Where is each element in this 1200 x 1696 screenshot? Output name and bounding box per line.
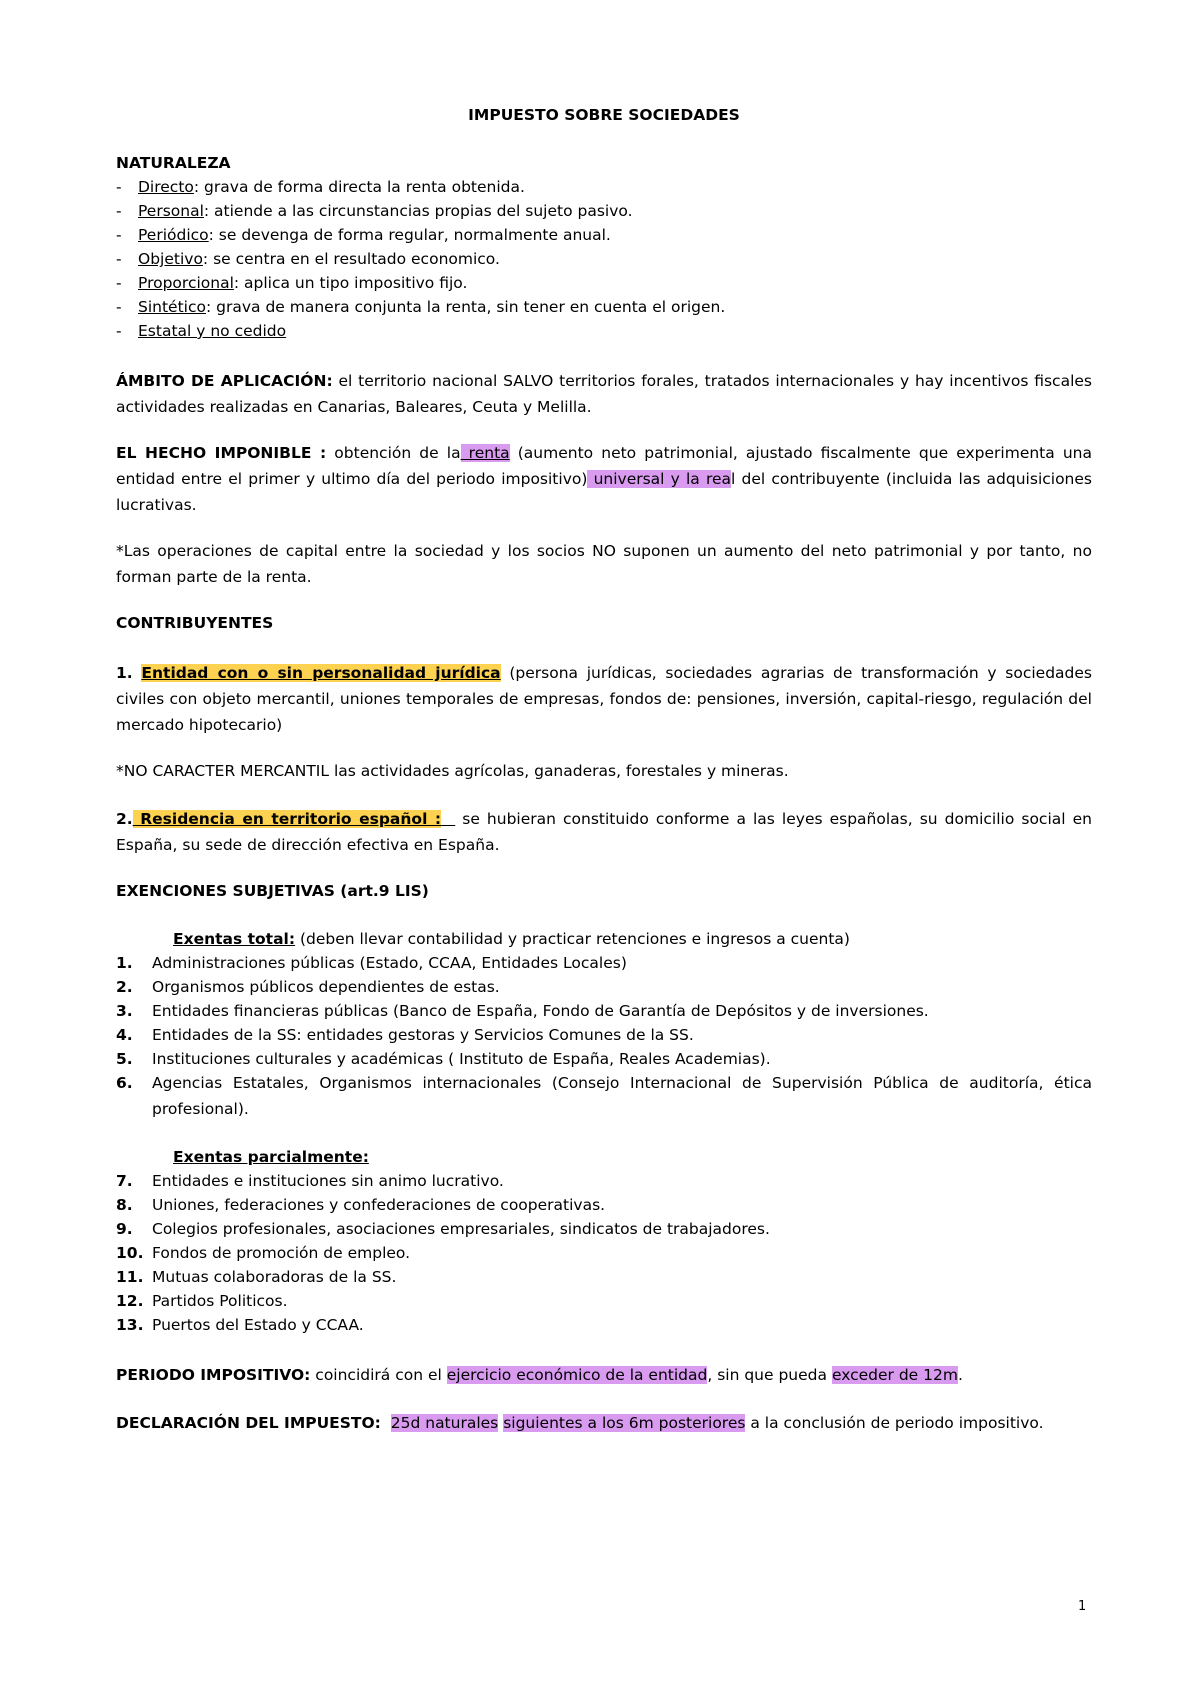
list-item (116, 950, 1092, 976)
list-item (116, 1240, 1092, 1266)
contribuyente-2 (116, 806, 1092, 858)
item-text: : se centra en el resultado economico. (202, 250, 500, 268)
naturaleza-item (116, 174, 1092, 200)
list-number: 1. (116, 954, 133, 972)
contribuyente-text: (persona jurídicas, sociedades agrarias de transformación y sociedades civiles con objeto mercantil, uniones temporales de empresas, fondos de: pensiones, inversión, capital-riesgo, regulación del mercado hipotecario) (116, 664, 1092, 734)
hecho-text: (aumento neto patrimonial, ajustado fiscalmente que experimenta una entidad entre el primer y ultimo día del periodo impositivo) (116, 444, 1092, 488)
highlight-siguientes: siguientes a los 6m posteriores (503, 1414, 746, 1432)
list-item (116, 1312, 1092, 1338)
bullet-dash: - (116, 274, 122, 292)
list-text: Uniones, federaciones y confederaciones de cooperativas. (152, 1196, 606, 1214)
contribuyentes-heading: CONTRIBUYENTES (116, 614, 274, 632)
list-number: 12. (116, 1292, 144, 1310)
item-term: Directo (138, 178, 194, 196)
item-text: : atiende a las circunstancias propias del sujeto pasivo. (203, 202, 633, 220)
list-number: 3. (116, 1002, 133, 1020)
periodo-text: , sin que pueda (707, 1366, 832, 1384)
bullet-dash: - (116, 202, 122, 220)
list-text: Puertos del Estado y CCAA. (152, 1316, 364, 1334)
hecho-text: l del contribuyente (incluida las adquisiciones lucrativas. (116, 470, 1092, 514)
list-number: 5. (116, 1050, 133, 1068)
list-item (116, 1216, 1092, 1242)
bullet-dash: - (116, 322, 122, 340)
exentas-parcial-label: Exentas parcialmente: (173, 1148, 369, 1166)
list-number: 7. (116, 1172, 133, 1190)
list-item (116, 1022, 1092, 1048)
periodo-text: coincidirá con el (310, 1366, 447, 1384)
hecho-text: obtención de la (326, 444, 461, 462)
list-item (116, 1070, 1092, 1122)
exenciones-heading: EXENCIONES SUBJETIVAS (art.9 LIS) (116, 882, 429, 900)
bullet-dash: - (116, 250, 122, 268)
list-item (116, 998, 1092, 1024)
periodo-text: . (957, 1366, 963, 1384)
periodo-paragraph (116, 1362, 1092, 1388)
list-text: Administraciones públicas (Estado, CCAA, Entidades Locales) (152, 954, 627, 972)
naturaleza-item (116, 318, 1092, 344)
document-title: IMPUESTO SOBRE SOCIEDADES (468, 106, 740, 124)
contribuyente-text: se hubieran constituido conforme a las leyes españolas, su domicilio social en España, su sede de dirección efectiva en España. (116, 810, 1092, 854)
bullet-dash: - (116, 178, 122, 196)
bullet-dash: - (116, 298, 122, 316)
list-text: Agencias Estatales, Organismos internacionales (Consejo Internacional de Supervisión Pública de auditoría, ética profesional). (152, 1074, 1092, 1118)
contribuyente-1 (116, 660, 1092, 738)
ambito-paragraph (116, 368, 1092, 420)
item-term: Proporcional (138, 274, 234, 292)
naturaleza-item (116, 294, 1092, 320)
nota-mercantil: *NO CARACTER MERCANTIL las actividades agrícolas, ganaderas, forestales y mineras. (116, 762, 789, 780)
item-term: Personal (138, 202, 204, 220)
item-term: Periódico (138, 226, 209, 244)
exentas-total-label: Exentas total: (173, 930, 296, 948)
exentas-parcial-line (173, 1144, 1073, 1170)
exentas-total-line (173, 926, 1073, 952)
list-item (116, 1264, 1092, 1290)
list-text: Organismos públicos dependientes de estas. (152, 978, 500, 996)
list-item (116, 1288, 1092, 1314)
highlight-renta: renta (460, 444, 510, 462)
list-item (116, 1168, 1092, 1194)
list-number: 13. (116, 1316, 144, 1334)
list-text: Fondos de promoción de empleo. (152, 1244, 411, 1262)
naturaleza-item (116, 222, 1092, 248)
list-number: 4. (116, 1026, 133, 1044)
list-item (116, 1192, 1092, 1218)
list-text: Entidades de la SS: entidades gestoras y Servicios Comunes de la SS. (152, 1026, 694, 1044)
highlight-ejercicio: ejercicio económico de la entidad (446, 1366, 708, 1384)
hecho-label: EL HECHO IMPONIBLE : (116, 444, 327, 462)
list-text: Colegios profesionales, asociaciones empresariales, sindicatos de trabajadores. (152, 1220, 770, 1238)
highlight-exceder: exceder de 12m (831, 1366, 958, 1384)
list-item (116, 1046, 1092, 1072)
highlight-entidad: Entidad con o sin personalidad jurídica (141, 664, 501, 682)
list-item (116, 974, 1092, 1000)
underline-pad (441, 810, 455, 828)
list-text: Entidades financieras públicas (Banco de España, Fondo de Garantía de Depósitos y de inversiones. (152, 1002, 929, 1020)
bullet-dash: - (116, 226, 122, 244)
list-number: 9. (116, 1220, 133, 1238)
hecho-imponible-paragraph (116, 440, 1092, 518)
list-number: 2. (116, 978, 133, 996)
list-number: 10. (116, 1244, 144, 1262)
item-term: Sintético (138, 298, 206, 316)
list-number: 6. (116, 1074, 133, 1092)
item-text: : grava de manera conjunta la renta, sin tener en cuenta el origen. (205, 298, 726, 316)
naturaleza-item (116, 198, 1092, 224)
highlight-universal: universal y la rea (587, 470, 732, 488)
naturaleza-item (116, 246, 1092, 272)
periodo-label: PERIODO IMPOSITIVO: (116, 1366, 311, 1384)
list-text: Instituciones culturales y académicas ( Instituto de España, Reales Academias). (152, 1050, 771, 1068)
list-number: 8. (116, 1196, 133, 1214)
item-text: : grava de forma directa la renta obtenida. (193, 178, 525, 196)
list-text: Partidos Politicos. (152, 1292, 288, 1310)
list-text: Entidades e instituciones sin animo lucrativo. (152, 1172, 504, 1190)
ambito-label: ÁMBITO DE APLICACIÓN: (116, 372, 333, 390)
highlight-residencia: Residencia en territorio español : (132, 810, 442, 828)
exentas-total-text: (deben llevar contabilidad y practicar retenciones e ingresos a cuenta) (295, 930, 850, 948)
declaracion-paragraph (116, 1410, 1092, 1436)
list-number: 2. (116, 810, 133, 828)
ambito-text: el territorio nacional SALVO territorios forales, tratados internacionales y hay incentivos fiscales actividades realizadas en Canarias, Baleares, Ceuta y Melilla. (116, 372, 1092, 416)
list-number: 11. (116, 1268, 144, 1286)
highlight-25d: 25d naturales (390, 1414, 499, 1432)
spacer (381, 1414, 391, 1432)
item-term: Objetivo (138, 250, 203, 268)
nota-capital: *Las operaciones de capital entre la sociedad y los socios NO suponen un aumento del neto patrimonial y por tanto, no forman parte de la renta. (116, 542, 1092, 586)
list-text: Mutuas colaboradoras de la SS. (152, 1268, 397, 1286)
declaracion-label: DECLARACIÓN DEL IMPUESTO: (116, 1414, 381, 1432)
declaracion-text: a la conclusión de periodo impositivo. (745, 1414, 1044, 1432)
page-number: 1 (1078, 1599, 1087, 1614)
item-text: : se devenga de forma regular, normalmente anual. (208, 226, 611, 244)
item-text: : aplica un tipo impositivo fijo. (233, 274, 468, 292)
naturaleza-heading: NATURALEZA (116, 154, 231, 172)
list-number: 1. (116, 664, 133, 682)
naturaleza-item (116, 270, 1092, 296)
item-term: Estatal y no cedido (138, 322, 287, 340)
